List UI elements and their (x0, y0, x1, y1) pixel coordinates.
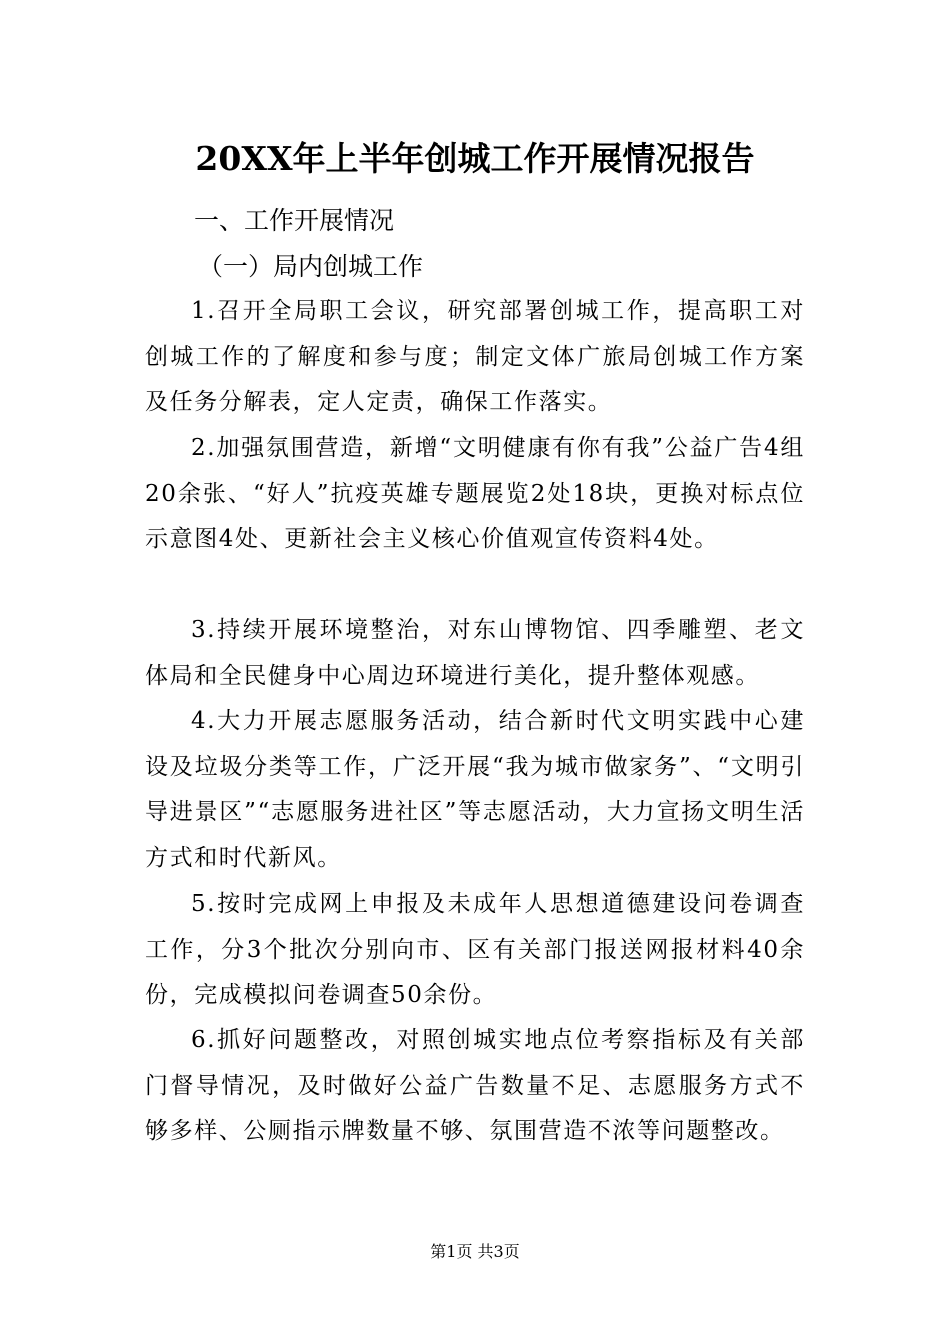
page-footer: 第1页 共3页 (430, 1242, 520, 1261)
section-heading: 一、工作开展情况 (194, 206, 395, 235)
paragraph-4: 4.大力开展志愿服务活动，结合新时代文明实践中心建设及垃圾分类等工作，广泛开展“我为城市做家务”、“文明引导进景区”“志愿服务进社区”等志愿活动，大力宣扬文明生活方式和时代新风。 (145, 708, 805, 871)
paragraph-2: 2.加强氛围营造，新增“文明健康有你有我”公益广告4组20余张、“好人”抗疫英雄专题展览2处18块，更换对标点位示意图4处、更新社会主义核心价值观宣传资料4处。 (145, 435, 805, 553)
paragraph-6: 6.抓好问题整改，对照创城实地点位考察指标及有关部门督导情况，及时做好公益广告数量不足、志愿服务方式不够多样、公厕指示牌数量不够、氛围营造不浓等问题整改。 (145, 1027, 805, 1145)
document-title: 20XX年上半年创城工作开展情况报告 (195, 139, 755, 178)
paragraph-5: 5.按时完成网上申报及未成年人思想道德建设问卷调查工作，分3个批次分别向市、区有关部门报送网报材料40余份，完成模拟问卷调查50余份。 (145, 891, 805, 1009)
paragraph-1: 1.召开全局职工会议，研究部署创城工作，提高职工对创城工作的了解度和参与度；制定文体广旅局创城工作方案及任务分解表，定人定责，确保工作落实。 (145, 298, 805, 416)
subsection-heading: （一）局内创城工作 (198, 252, 424, 281)
paragraph-3: 3.持续开展环境整治，对东山博物馆、四季雕塑、老文体局和全民健身中心周边环境进行美化，提升整体观感。 (145, 617, 805, 689)
